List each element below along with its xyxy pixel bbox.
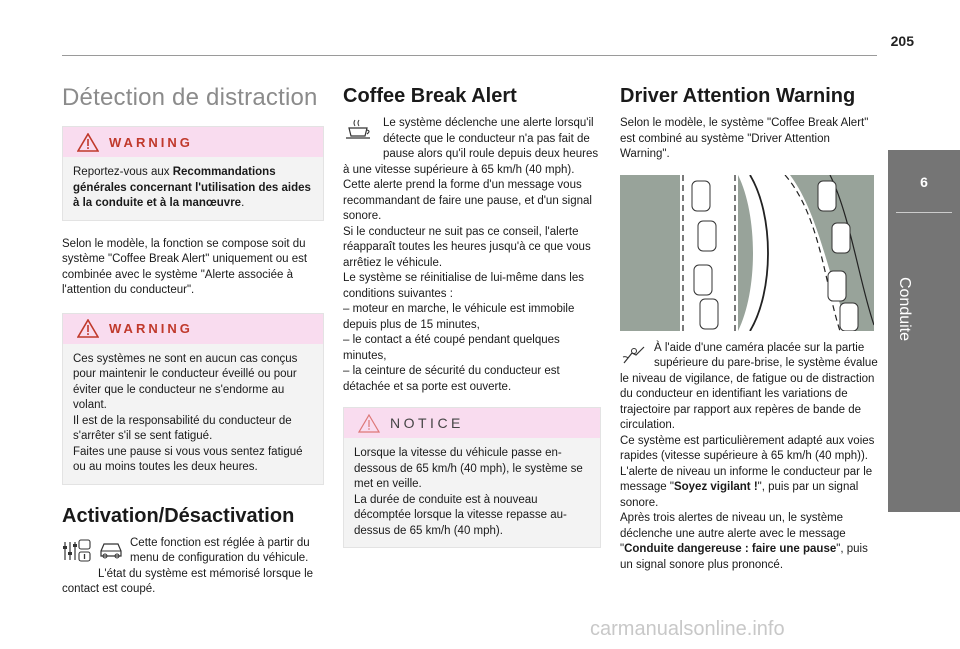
warning-body (63, 344, 323, 484)
road-illustration-svg (620, 175, 874, 331)
notice-header (344, 408, 600, 438)
coffee-line: – moteur en marche, le véhicule est immobile depuis plus de 15 minutes, (343, 303, 575, 331)
level1-message: Soyez vigilant ! (673, 481, 758, 493)
driver-camera-icon (620, 343, 648, 371)
chapter-tab-divider (896, 212, 952, 213)
section-title-activation: Activation/Désactivation (62, 504, 295, 527)
warning-body (63, 157, 323, 220)
section-title-distraction: Détection de distraction (62, 84, 318, 111)
coffee-break-para (343, 116, 601, 395)
fast-roads-text: Ce système est particulièrement adapté aux voies rapides (vitesse supérieure à 65 km/h (40 mph)). (620, 434, 875, 462)
warning-line: Faites une pause si vous vous sentez fatigué ou au moins toutes les deux heures. (73, 445, 303, 473)
distraction-intro: Selon le modèle, la fonction se compose soit du système "Coffee Break Alert" uniquement ou est combinée avec le système "Alerte associée à l'attention du conducteur". (62, 237, 308, 296)
level2-message: Conduite dangereuse : faire une pause (624, 543, 837, 555)
column-distraction (62, 80, 324, 610)
chapter-label: Conduite (896, 276, 913, 342)
header-rule (62, 55, 877, 56)
warning-text-pre: Reportez-vous aux (73, 166, 173, 178)
warning-header (63, 314, 323, 344)
notice-label: NOTICE (390, 415, 464, 431)
watermark: carmanualsonline.info (590, 618, 785, 640)
activation-para (62, 536, 324, 598)
coffee-line: – la ceinture de sécurité du conducteur est détachée et sa porte est ouverte. (343, 365, 560, 393)
warning-header (63, 127, 323, 157)
notice-line: La durée de conduite est à nouveau décomptée lorsque la vitesse repasse au-dessus de 65 km/h (40 mph). (354, 493, 567, 537)
warning-text-bold: Recommandations générales concernant l'utilisation des aides à la conduite et à la manœuvre (73, 166, 311, 209)
column-coffee-break (343, 80, 601, 558)
warning-text-post: . (241, 197, 245, 209)
coffee-line: Le système se réinitialise de lui-même dans les conditions suivantes : (343, 272, 584, 300)
section-title-driver-attention: Driver Attention Warning (620, 85, 856, 107)
activation-text-2: L'état du système est mémorisé lorsque le contact est coupé. (62, 567, 314, 595)
coffee-line: Le système déclenche une alerte lorsqu'il détecte que le conducteur n'a pas fait de pause alors qu'il roule depuis deux heures à une vitesse supérieure à 65 km/h (40 mph). (343, 117, 599, 176)
warning-box-2 (62, 313, 324, 485)
warning-triangle-icon (77, 319, 99, 338)
section-title-coffee-break: Coffee Break Alert (343, 85, 517, 107)
level1-post: ", puis par un signal sonore. (620, 481, 859, 509)
warning-line: Ces systèmes ne sont en aucun cas conçus pour maintenir le conducteur éveillé ou pour éviter que le conducteur ne s'endorme au volant. (73, 352, 298, 411)
level1-pre: L'alerte de niveau un informe le conducteur par le message " (620, 465, 873, 493)
driver-attention-intro: Selon le modèle, le système "Coffee Break Alert" est combiné au système "Driver Attention Warning". (620, 117, 869, 160)
coffee-line: – le contact a été coupé pendant quelques minutes, (343, 334, 560, 362)
page-number: 205 (890, 33, 914, 49)
camera-text: À l'aide d'une caméra placée sur la partie supérieure du pare-brise, le système évalue le niveau de vigilance, de fatigue ou de distraction du conducteur en identifiant les variations de trajectoire par rapport aux repères de bande de circulation. (620, 341, 878, 431)
notice-box (343, 407, 601, 548)
chapter-number: 6 (920, 174, 928, 190)
warning-line: Il est de la responsabilité du conducteur de s'arrêter s'il se sent fatigué. (73, 414, 292, 442)
notice-triangle-icon (358, 414, 380, 433)
warning-label: WARNING (109, 321, 193, 336)
notice-line: Lorsque la vitesse du véhicule passe en-dessous de 65 km/h (40 mph), le système se met en veille. (354, 447, 583, 490)
lane-drift-illustration (620, 175, 874, 331)
car-icon (98, 538, 124, 566)
warning-label: WARNING (109, 134, 193, 150)
level2-post: ", puis un signal sonore plus prononcé. (620, 543, 868, 571)
coffee-line: Cette alerte prend la forme d'un message vous recommandant de faire une pause, et d'un signal sonore. (343, 179, 592, 222)
camera-para (620, 341, 878, 574)
warning-triangle-icon (77, 133, 99, 152)
activation-text-1: Cette fonction est réglée à partir du menu de configuration du véhicule. (130, 536, 310, 564)
level2-pre: Après trois alertes de niveau un, le système déclenche une autre alerte avec le message " (620, 512, 846, 555)
coffee-line: Si le conducteur ne suit pas ce conseil, l'alerte réapparaît toutes les heures jusqu'à ce que vous arrêtiez le véhicule. (343, 225, 591, 269)
notice-body (344, 438, 600, 547)
chapter-label-wrap (889, 276, 919, 342)
coffee-cup-icon (343, 118, 377, 148)
column-driver-attention (620, 80, 878, 585)
settings-menu-icon (62, 538, 92, 570)
warning-box-1 (62, 126, 324, 221)
